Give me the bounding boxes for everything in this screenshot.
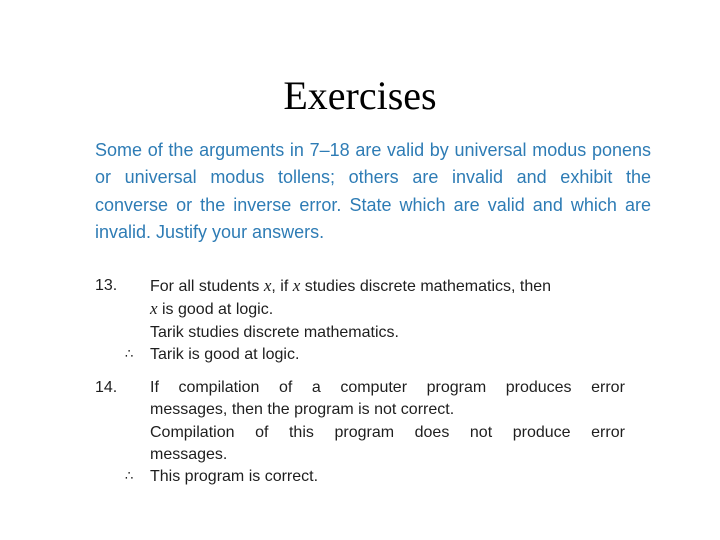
slide-title: Exercises — [283, 73, 437, 118]
word: computer — [340, 379, 408, 396]
exercise-body — [125, 377, 625, 488]
exercise-13 — [95, 275, 625, 366]
word: not — [469, 423, 493, 441]
word: does — [414, 423, 450, 441]
therefore-symbol: ∴ — [125, 346, 134, 362]
word: Compilation — [150, 423, 235, 441]
conclusion-line — [125, 344, 625, 366]
word: program — [426, 379, 487, 396]
word: error — [591, 379, 625, 396]
word: a — [311, 379, 321, 396]
premise-text: , if — [271, 278, 293, 295]
variable-x: x — [263, 276, 272, 295]
word: of — [255, 423, 269, 441]
premise-line — [150, 298, 625, 321]
variable-x: x — [150, 299, 158, 319]
word: produces — [505, 379, 572, 396]
word: error — [591, 423, 625, 441]
word: compilation — [178, 379, 260, 396]
word: this — [288, 423, 314, 441]
therefore-symbol: ∴ — [125, 469, 134, 485]
premise-text: is good at logic. — [157, 301, 274, 319]
premise-line — [150, 275, 625, 298]
word: If — [150, 379, 159, 396]
premise-text: studies discrete mathematics, then — [300, 278, 552, 295]
conclusion-text: Tarik is good at logic. — [150, 345, 300, 363]
premise-line: Tarik studies discrete mathematics. — [150, 323, 399, 341]
exercise-number: 13. — [95, 277, 118, 294]
premise-line: messages. — [150, 445, 228, 463]
premise-line — [150, 422, 625, 444]
word: program — [334, 423, 395, 441]
word: of — [278, 379, 293, 396]
conclusion-text: This program is correct. — [150, 468, 319, 486]
instructions-paragraph: Some of the arguments in 7–18 are valid by universal modus ponens or universal modus tollens; others are invalid and exhibit the converse or the inverse error. State which are valid and which are invalid. Justify your answers. — [95, 140, 651, 242]
word: produce — [512, 423, 571, 441]
premise-line: messages, then the program is not correct. — [150, 401, 455, 419]
premise-line — [150, 377, 625, 399]
exercise-14 — [95, 377, 625, 488]
premise-text: For all students — [150, 278, 264, 295]
exercise-body — [125, 275, 625, 366]
variable-x: x — [292, 276, 301, 295]
exercise-number: 14. — [95, 379, 118, 396]
conclusion-line — [125, 466, 625, 488]
